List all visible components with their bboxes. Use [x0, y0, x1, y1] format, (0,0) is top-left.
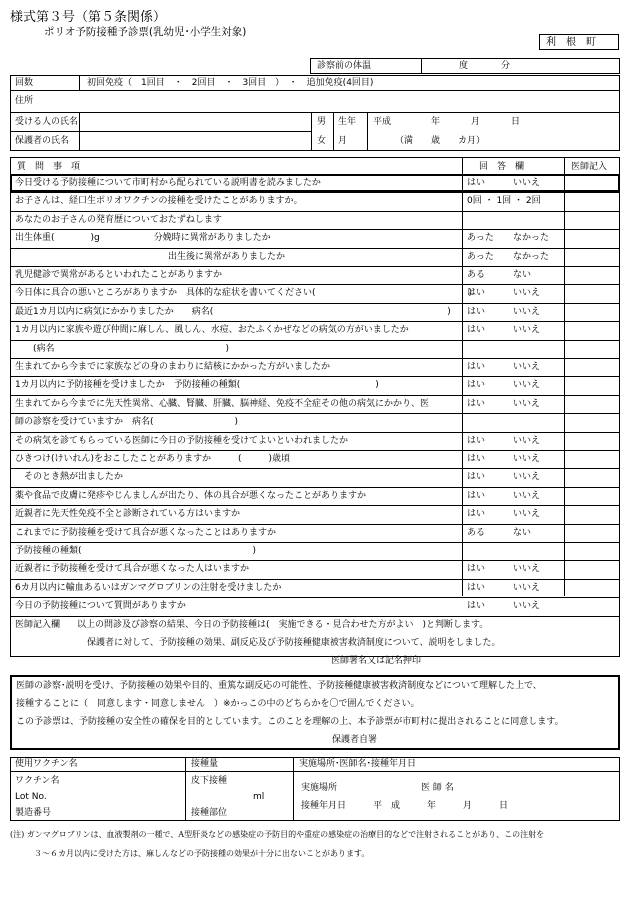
- question-text: 乳児健診で異常があるといわれたことがありますか: [15, 270, 223, 280]
- answer-option-no[interactable]: いいえ: [513, 398, 541, 409]
- answer-option-yes[interactable]: はい: [467, 601, 486, 612]
- year-label: 年: [431, 117, 441, 127]
- age-label: （満 歳 カ月）: [395, 136, 486, 146]
- guardian-consent-section: [10, 675, 620, 750]
- answer-option-no[interactable]: いいえ: [513, 288, 541, 299]
- answer-option-yes[interactable]: はい: [467, 306, 486, 317]
- answer-option-yes[interactable]: あった: [467, 251, 494, 262]
- vaccine-name-label: ワクチン名: [15, 776, 60, 786]
- footnote-line-1: (注) ガンマグロブリンは、血液製剤の一種で、A型肝炎などの感染症の予防目的や重症の感染症の治療目的などで注射されることがあり、この注射を: [10, 830, 545, 839]
- question-text: 薬や食品で皮膚に発疹やじんましんが出たり、体の具合が悪くなったことがありますか: [15, 490, 367, 501]
- question-text: あなたのお子さんの発育歴についておたずねします: [15, 214, 222, 225]
- dose-count-options[interactable]: 初回免疫（ 1回目 ・ 2回目 ・ 3回目 ） ・ 追加免疫(4回目): [87, 78, 374, 88]
- answer-option-no[interactable]: ない: [513, 527, 532, 538]
- serial-number-label: 製造番号: [15, 808, 52, 818]
- recipient-name-label: 受ける人の氏名: [15, 117, 79, 127]
- answer-option-no[interactable]: いいえ: [513, 380, 541, 391]
- doctor-section-label: 医師記入欄: [15, 619, 61, 630]
- place-doctor-date-label: 実施場所･医師名･接種年月日: [299, 759, 417, 769]
- degree-label: 度: [459, 61, 469, 71]
- question-text: ひきつけ(けいれん)をおこしたことがありますか ( )歳頃: [15, 454, 291, 464]
- question-text: その病気を診てもらっている医師に今日の予防接種を受けてよいといわれましたか: [15, 435, 349, 446]
- vaccine-record-section: [10, 757, 620, 821]
- answer-option-no[interactable]: なかった: [513, 251, 550, 262]
- form-title: ポリオ予防接種予診票(乳幼児･小学生対象): [44, 26, 247, 38]
- answer-option-no[interactable]: いいえ: [513, 435, 541, 446]
- question-text: 師の診察を受けていますか 病名( ): [15, 417, 239, 428]
- guardian-name-label: 保護者の氏名: [15, 136, 70, 146]
- consent-text-2: この予診票は、予防接種の安全性の確保を目的としています。このことを理解の上、本予診票が市町村に提出されることに同意します。: [16, 717, 564, 727]
- question-text: (病名 ): [15, 343, 230, 354]
- answer-option-yes[interactable]: 0回 ・ 1回 ・ 2回: [467, 196, 541, 207]
- answer-option-no[interactable]: いいえ: [513, 582, 541, 593]
- answer-option-no[interactable]: いいえ: [513, 362, 541, 372]
- minute-label: 分: [501, 61, 511, 71]
- question-text: 1カ月以内に予防接種を受けましたか 予防接種の種類( ): [15, 380, 379, 391]
- place-label: 実施場所: [301, 783, 338, 793]
- month-label: 月: [471, 117, 481, 127]
- question-text: お子さんは、経口生ポリオワクチンの接種を受けたことがありますか。: [15, 196, 303, 207]
- answer-option-yes[interactable]: はい: [467, 564, 486, 575]
- answer-option-yes[interactable]: はい: [467, 398, 486, 409]
- answer-option-yes[interactable]: ある: [467, 527, 486, 538]
- ml-unit: ml: [253, 792, 265, 802]
- form-number: 様式第３号（第５条関係）: [10, 10, 167, 25]
- vaccine-used-label: 使用ワクチン名: [15, 759, 78, 769]
- consent-choice[interactable]: 接種することに（ 同意します・同意しません ）※かっこの中のどちらかを〇で囲んでください。: [16, 699, 420, 709]
- answer-option-no[interactable]: なかった: [513, 233, 550, 244]
- consent-text-1: 医師の診察･説明を受け、予防接種の効果や目的、重篤な副反応の可能性、予防接種健康被害救済制度などについて理解した上で、: [16, 681, 542, 691]
- question-text: 生まれてから今までに先天性異常、心臓、腎臓、肝臓、脳神経、免疫不全症その他の病気にかかり、医: [15, 398, 430, 409]
- female-option[interactable]: 女: [317, 136, 327, 146]
- day-label: 日: [511, 117, 521, 127]
- question-text: 生まれてから今までに家族などの身のまわりに結核にかかった方がいましたか: [15, 362, 331, 372]
- question-text: 出生後に異常がありましたか: [15, 251, 286, 262]
- answer-option-yes[interactable]: はい: [467, 435, 486, 446]
- question-text: これまでに予防接種を受けて具合が悪くなったことはありますか: [15, 527, 277, 538]
- answer-option-no[interactable]: いいえ: [513, 472, 541, 483]
- era-label: 平成: [373, 117, 392, 127]
- municipality-name: 利 根 町: [546, 37, 596, 48]
- injection-site-label: 接種部位: [191, 808, 228, 818]
- questionnaire-section: [10, 157, 620, 666]
- question-text: 今日受ける予防接種について市町村から配られている説明書を読みましたか: [15, 178, 321, 188]
- answer-option-no[interactable]: いいえ: [513, 564, 541, 575]
- answer-option-yes[interactable]: はい: [467, 582, 486, 593]
- male-option[interactable]: 男: [317, 117, 327, 127]
- answer-column-header: 回 答 欄: [479, 162, 525, 172]
- doctor-name-label: 医 師 名: [421, 783, 454, 793]
- doctor-explanation-text: 保護者に対して、予防接種の効果、副反応及び予防接種健康被害救済制度について、説明をしました。: [87, 637, 501, 648]
- doctor-column-header: 医師記入: [571, 162, 608, 172]
- answer-option-yes[interactable]: はい: [467, 490, 486, 501]
- answer-option-yes[interactable]: はい: [467, 472, 486, 483]
- patient-info-section: [10, 75, 620, 151]
- answer-option-yes[interactable]: はい: [467, 509, 486, 520]
- question-text: 予防接種の種類( ): [15, 546, 257, 556]
- answer-option-no[interactable]: いいえ: [513, 509, 541, 520]
- doctor-signature-label: 医師署名又は記名押印: [331, 655, 422, 666]
- answer-option-yes[interactable]: はい: [467, 454, 486, 464]
- answer-option-yes[interactable]: あった: [467, 233, 494, 244]
- question-text: 今日体に具合の悪いところがありますか 具体的な症状を書いてください( ): [15, 288, 473, 299]
- answer-option-no[interactable]: いいえ: [513, 490, 541, 501]
- answer-option-no[interactable]: いいえ: [513, 325, 541, 336]
- answer-option-no[interactable]: いいえ: [513, 306, 541, 317]
- question-text: 今日の予防接種について質問がありますか: [15, 601, 186, 612]
- lot-number-label: Lot No.: [15, 792, 47, 802]
- question-text: 近親者に先天性免疫不全と診断されている方はいますか: [15, 509, 241, 520]
- answer-option-yes[interactable]: はい: [467, 380, 486, 391]
- question-text: 6カ月以内に輸血あるいはガンマグロブリンの注射を受けましたか: [15, 582, 282, 593]
- birth-label: 生年: [338, 117, 357, 127]
- dose-label: 接種量: [191, 759, 219, 769]
- question-text: 出生体重( )g 分娩時に異常がありましたか: [15, 233, 271, 244]
- question-text: そのとき熱が出ましたか: [15, 472, 124, 483]
- question-text: 最近1カ月以内に病気にかかりましたか 病名( ): [15, 306, 451, 317]
- vaccination-date-label: 接種年月日 平 成 年 月 日: [301, 801, 509, 811]
- question-text: 1カ月以内に家族や遊び仲間に麻しん、風しん、水痘、おたふくかぜなどの病気の方がいましたか: [15, 325, 409, 336]
- address-label: 住所: [15, 96, 34, 106]
- answer-option-yes[interactable]: はい: [467, 288, 486, 299]
- answer-option-yes[interactable]: はい: [467, 362, 486, 372]
- answer-option-yes[interactable]: はい: [467, 178, 486, 188]
- route-label: 皮下接種: [191, 776, 228, 786]
- footnote-line-2: ３～６カ月以内に受けた方は、麻しんなどの予防接種の効果が十分に出ないことがあります。: [34, 849, 370, 858]
- question-text: 近親者に予防接種を受けて具合が悪くなった人はいますか: [15, 564, 250, 575]
- municipality-box: [539, 34, 619, 50]
- answer-option-yes[interactable]: ある: [467, 270, 486, 280]
- doctor-judgment-text: 以上の問診及び診察の結果、今日の予防接種は( 実施できる・見合わせた方がよい )と判断します。: [77, 619, 489, 630]
- answer-option-no[interactable]: いいえ: [513, 454, 541, 464]
- answer-option-no[interactable]: ない: [513, 270, 532, 280]
- dose-count-label: 回数: [15, 78, 34, 88]
- answer-option-no[interactable]: いいえ: [513, 601, 541, 612]
- temperature-box[interactable]: [310, 58, 620, 74]
- temperature-label: 診察前の体温: [317, 61, 372, 71]
- question-column-header: 質 問 事 項: [17, 162, 81, 172]
- birth-month-label: 月: [338, 136, 348, 146]
- guardian-signature-label: 保護者自署: [332, 735, 378, 745]
- answer-option-yes[interactable]: はい: [467, 325, 486, 336]
- answer-option-no[interactable]: いいえ: [513, 178, 541, 188]
